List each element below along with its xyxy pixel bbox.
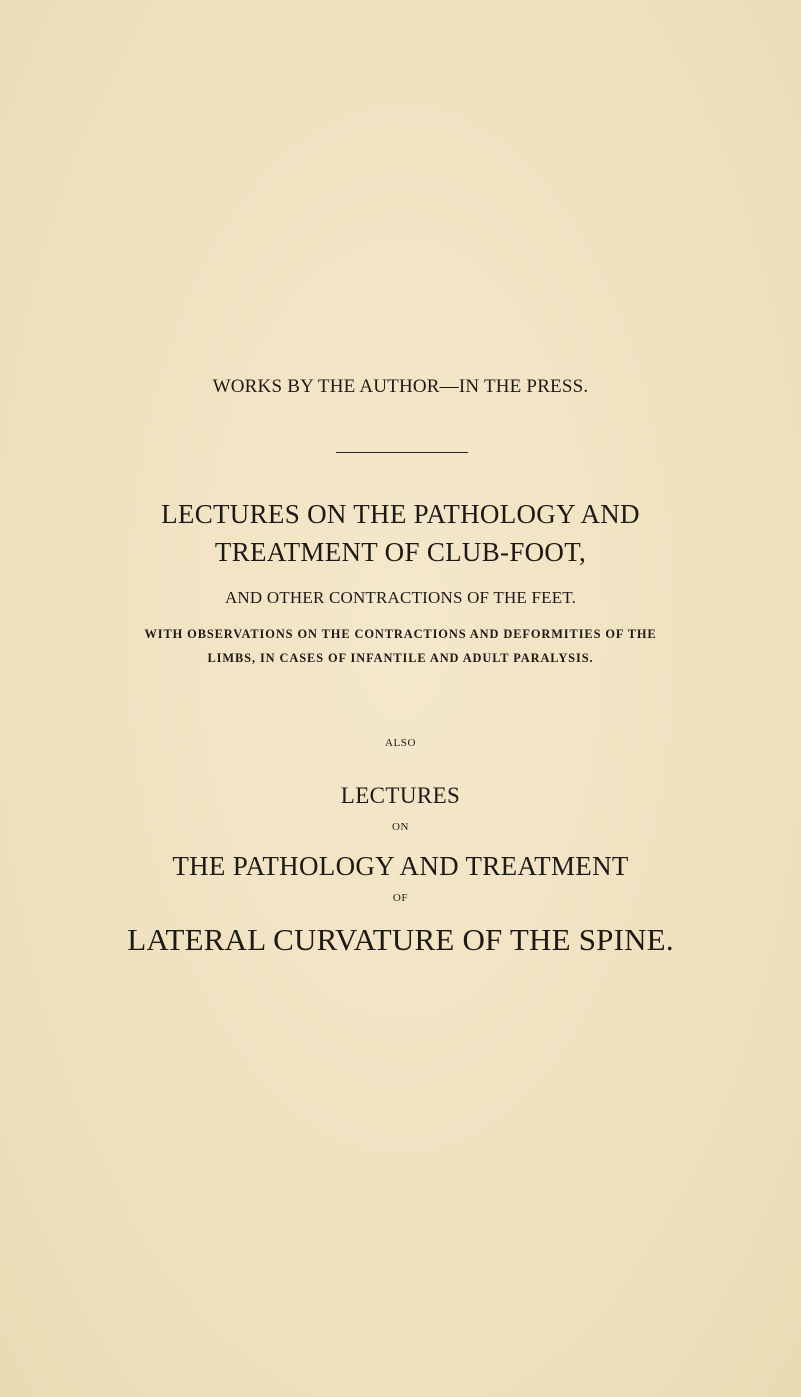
book1-subtitle: AND OTHER CONTRACTIONS OF THE FEET.: [224, 588, 577, 607]
press-heading: WORKS BY THE AUTHOR—IN THE PRESS.: [212, 376, 589, 397]
book2-line2: ON: [391, 821, 410, 833]
also-connector: ALSO: [384, 737, 417, 749]
book1-description-line2: LIMBS, IN CASES OF INFANTILE AND ADULT PARALYSIS.: [207, 651, 594, 665]
book2-line3: THE PATHOLOGY AND TREATMENT: [172, 851, 629, 881]
book2-line5: LATERAL CURVATURE OF THE SPINE.: [127, 922, 674, 957]
section-divider: [336, 452, 468, 453]
book1-description-line1: WITH OBSERVATIONS ON THE CONTRACTIONS AND DEFORMITIES OF THE: [144, 627, 657, 641]
book1-title-line2: TREATMENT OF CLUB-FOOT,: [214, 537, 587, 567]
book2-line4: OF: [392, 892, 409, 904]
book1-title-line1: LECTURES ON THE PATHOLOGY AND: [161, 499, 640, 529]
book2-line1: LECTURES: [340, 783, 461, 808]
